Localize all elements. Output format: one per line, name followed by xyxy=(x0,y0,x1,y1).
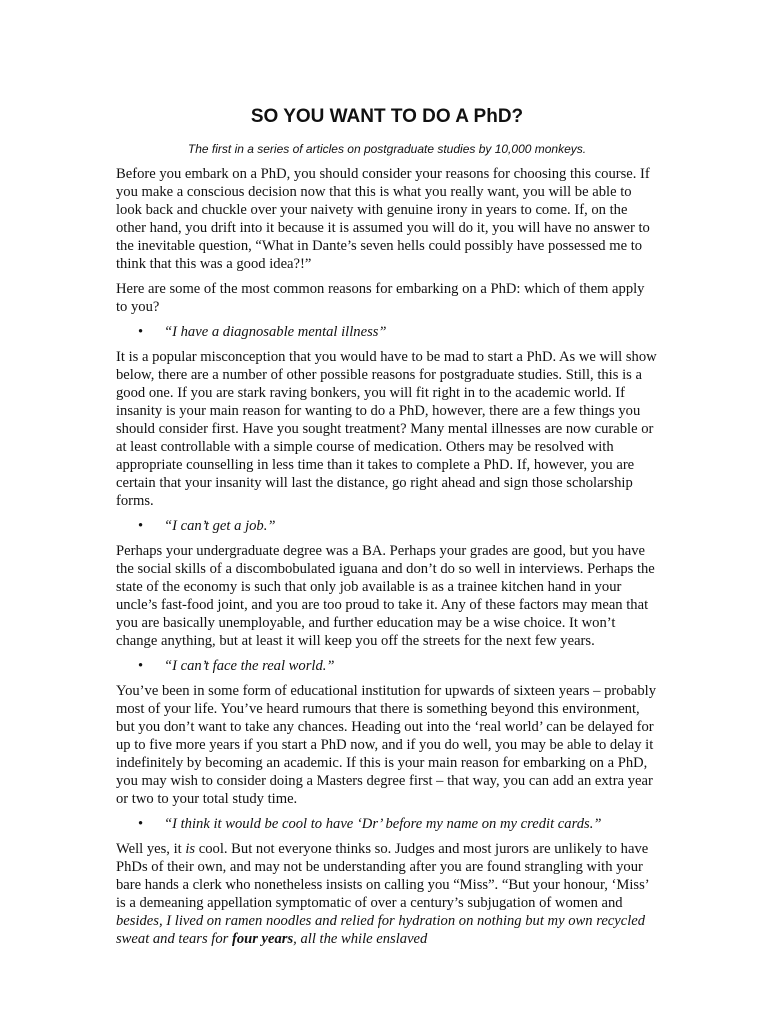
bullet-icon: • xyxy=(138,658,144,674)
page-title: SO YOU WANT TO DO A PhD? xyxy=(250,106,524,127)
bullet-item-dr-title xyxy=(116,815,658,833)
bullet-text: “I can’t get a job.” xyxy=(164,518,276,534)
bullet-text: “I think it would be cool to have ‘Dr’ before my name on my credit cards.” xyxy=(164,816,602,832)
intro-paragraph: Before you embark on a PhD, you should consider your reasons for choosing this course. If you make a conscious decision now that this is what you really want, you will be able to look back and chuckle over your naivety with genuine irony in years to come. If, on the other hand, you drift into it because it is assumed you will do it, you will have no answer to the inevitable question, “What in Dante’s seven hells could possibly have possessed me to think that this was a good idea?!” xyxy=(116,166,650,272)
section-body-dr-title xyxy=(116,840,658,948)
bullet-icon: • xyxy=(138,816,144,832)
intro-question-paragraph: Here are some of the most common reasons for embarking on a PhD: which of them apply to you? xyxy=(116,281,645,315)
bullet-item-mental-illness xyxy=(116,323,658,341)
section-body-cant-get-job: Perhaps your undergraduate degree was a BA. Perhaps your grades are good, but you have the social skills of a discombobulated iguana and don’t do so well in interviews. Perhaps the state of the economy is such that only job available is as a trainee kitchen hand in your uncle’s fast-food joint, and you are too proud to take it. Any of these factors may mean that you are basically unemployable, and further education may be a wise choice. It won’t change anything, but at least it will keep you off the streets for the next few years. xyxy=(116,543,655,649)
section-body-real-world: You’ve been in some form of educational institution for upwards of sixteen years – probably most of your life. You’ve heard rumours that there is something beyond this environment, but you don’t want to take any chances. Heading out into the ‘real world’ can be delayed for up to five more years if you start a PhD now, and if you do well, you may be able to delay it indefinitely by becoming an academic. If this is your main reason for embarking on a PhD, you may wish to consider doing a Masters degree first – that way, you can add an extra year or two to your total study time. xyxy=(116,683,656,807)
body-emphasis: is xyxy=(185,841,196,857)
bullet-icon: • xyxy=(138,518,144,534)
bullet-icon: • xyxy=(138,324,144,340)
section-body-mental-illness: It is a popular misconception that you would have to be mad to start a PhD. As we will show below, there are a number of other possible reasons for postgraduate studies. Still, this is a good one. If you are stark raving bonkers, you will fit right in to the academic world. If insanity is your main reason for wanting to do a PhD, however, there are a few things you should consider first. Have you sought treatment? Many mental illnesses are now curable or at least controllable with a simple course of medication. Others may be resolved with appropriate counselling in less time than it takes to complete a PhD. If, however, you are certain that your insanity will last the distance, go right ahead and sign those scholarship forms. xyxy=(116,349,657,509)
bullet-text: “I can’t face the real world.” xyxy=(164,658,335,674)
bullet-item-cant-get-job xyxy=(116,517,658,535)
bullet-item-real-world xyxy=(116,657,658,675)
body-text: Well yes, it xyxy=(116,841,186,857)
bullet-text: “I have a diagnosable mental illness” xyxy=(164,324,387,340)
body-strong-emphasis: four years xyxy=(231,931,294,947)
body-emphasis: , all the while enslaved xyxy=(293,931,428,947)
body-emphasis: besides, I lived on ramen noodles and relied for hydration on nothing but my own recycled sweat and tears for xyxy=(116,913,646,947)
body-text: cool. But not everyone thinks so. Judges and most jurors are unlikely to have PhDs of their own, and may not be understanding after you are found strangling with your bare hands a clerk who nonetheless insists on calling you “Miss”. “But your honour, ‘Miss’ is a demeaning appellation symptomatic of over a century’s subjugation of women and xyxy=(116,841,649,911)
page-subtitle: The first in a series of articles on postgraduate studies by 10,000 monkeys. xyxy=(187,142,587,156)
